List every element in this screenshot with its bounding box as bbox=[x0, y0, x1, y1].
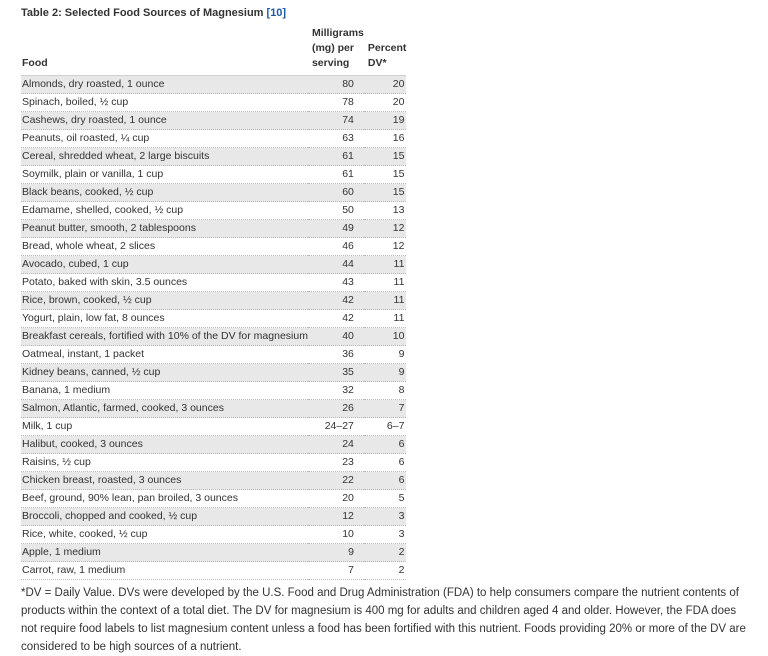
table-row bbox=[21, 490, 406, 508]
dv-cell: 10 bbox=[364, 328, 407, 346]
mg-cell: 61 bbox=[308, 166, 364, 184]
table-row bbox=[21, 310, 406, 328]
food-cell: Almonds, dry roasted, 1 ounce bbox=[21, 76, 308, 94]
table-row bbox=[21, 202, 406, 220]
food-cell: Carrot, raw, 1 medium bbox=[21, 562, 308, 580]
reference-link[interactable]: [10] bbox=[266, 7, 287, 19]
table-row bbox=[21, 238, 406, 256]
dv-cell: 9 bbox=[364, 364, 407, 382]
food-cell: Salmon, Atlantic, farmed, cooked, 3 ounces bbox=[21, 400, 308, 418]
dv-cell: 11 bbox=[364, 256, 407, 274]
header-dv-line2: DV* bbox=[367, 57, 387, 69]
mg-cell: 35 bbox=[308, 364, 364, 382]
table-row bbox=[21, 526, 406, 544]
dv-cell: 11 bbox=[364, 310, 407, 328]
table-row bbox=[21, 472, 406, 490]
table-caption bbox=[21, 6, 768, 20]
table-row bbox=[21, 130, 406, 148]
mg-cell: 20 bbox=[308, 490, 364, 508]
mg-cell: 74 bbox=[308, 112, 364, 130]
food-cell: Oatmeal, instant, 1 packet bbox=[21, 346, 308, 364]
food-cell: Black beans, cooked, ½ cup bbox=[21, 184, 308, 202]
food-cell: Beef, ground, 90% lean, pan broiled, 3 ounces bbox=[21, 490, 308, 508]
header-mg-line1: Milligrams bbox=[311, 27, 364, 39]
header-mg-line2: (mg) per bbox=[311, 42, 354, 54]
dv-cell: 5 bbox=[364, 490, 407, 508]
dv-cell: 7 bbox=[364, 400, 407, 418]
table-row bbox=[21, 274, 406, 292]
mg-cell: 46 bbox=[308, 238, 364, 256]
mg-cell: 32 bbox=[308, 382, 364, 400]
dv-cell: 2 bbox=[364, 544, 407, 562]
dv-cell: 2 bbox=[364, 562, 407, 580]
header-food: Food bbox=[21, 26, 308, 76]
food-cell: Raisins, ½ cup bbox=[21, 454, 308, 472]
mg-cell: 24–27 bbox=[308, 418, 364, 436]
food-cell: Peanut butter, smooth, 2 tablespoons bbox=[21, 220, 308, 238]
dv-cell: 6 bbox=[364, 472, 407, 490]
dv-cell: 20 bbox=[364, 94, 407, 112]
mg-cell: 42 bbox=[308, 292, 364, 310]
food-cell: Spinach, boiled, ½ cup bbox=[21, 94, 308, 112]
dv-cell: 20 bbox=[364, 76, 407, 94]
food-cell: Rice, brown, cooked, ½ cup bbox=[21, 292, 308, 310]
food-cell: Bread, whole wheat, 2 slices bbox=[21, 238, 308, 256]
dv-cell: 6 bbox=[364, 436, 407, 454]
food-cell: Milk, 1 cup bbox=[21, 418, 308, 436]
food-cell: Breakfast cereals, fortified with 10% of the DV for magnesium bbox=[21, 328, 308, 346]
mg-cell: 26 bbox=[308, 400, 364, 418]
mg-cell: 7 bbox=[308, 562, 364, 580]
food-cell: Yogurt, plain, low fat, 8 ounces bbox=[21, 310, 308, 328]
table-row bbox=[21, 220, 406, 238]
caption-text: Table 2: Selected Food Sources of Magnesium bbox=[21, 7, 264, 19]
dv-cell: 6–7 bbox=[364, 418, 407, 436]
header-percent-dv bbox=[364, 26, 407, 76]
table-row bbox=[21, 562, 406, 580]
dv-cell: 6 bbox=[364, 454, 407, 472]
mg-cell: 63 bbox=[308, 130, 364, 148]
mg-cell: 12 bbox=[308, 508, 364, 526]
food-cell: Soymilk, plain or vanilla, 1 cup bbox=[21, 166, 308, 184]
table-row bbox=[21, 292, 406, 310]
food-cell: Broccoli, chopped and cooked, ½ cup bbox=[21, 508, 308, 526]
dv-cell: 13 bbox=[364, 202, 407, 220]
dv-cell: 15 bbox=[364, 148, 407, 166]
header-dv-line1: Percent bbox=[367, 42, 407, 54]
table-row bbox=[21, 184, 406, 202]
table-row bbox=[21, 418, 406, 436]
food-cell: Cereal, shredded wheat, 2 large biscuits bbox=[21, 148, 308, 166]
mg-cell: 49 bbox=[308, 220, 364, 238]
mg-cell: 22 bbox=[308, 472, 364, 490]
dv-cell: 19 bbox=[364, 112, 407, 130]
mg-cell: 10 bbox=[308, 526, 364, 544]
mg-cell: 40 bbox=[308, 328, 364, 346]
mg-cell: 23 bbox=[308, 454, 364, 472]
dv-cell: 15 bbox=[364, 166, 407, 184]
food-cell: Peanuts, oil roasted, ¼ cup bbox=[21, 130, 308, 148]
table-row bbox=[21, 76, 406, 94]
mg-cell: 78 bbox=[308, 94, 364, 112]
magnesium-table bbox=[21, 26, 406, 580]
mg-cell: 80 bbox=[308, 76, 364, 94]
table-header bbox=[21, 26, 406, 76]
mg-cell: 50 bbox=[308, 202, 364, 220]
mg-cell: 60 bbox=[308, 184, 364, 202]
header-mg-line3: serving bbox=[311, 57, 350, 69]
footnote: *DV = Daily Value. DVs were developed by the U.S. Food and Drug Administration (FDA) to help consumers compare the nutrient contents of products within the context of a total diet. The DV for magnesium is 400 mg for adults and children aged 4 and older. However, the FDA does not require food labels to list magnesium content unless a food has been fortified with this nutrient. Foods providing 20% or more of the DV are considered to be high sources of a nutrient. bbox=[21, 587, 746, 653]
dv-cell: 12 bbox=[364, 220, 407, 238]
table-row bbox=[21, 364, 406, 382]
dv-cell: 8 bbox=[364, 382, 407, 400]
table-row bbox=[21, 328, 406, 346]
table-row bbox=[21, 346, 406, 364]
food-cell: Banana, 1 medium bbox=[21, 382, 308, 400]
table-row bbox=[21, 454, 406, 472]
table-row bbox=[21, 148, 406, 166]
dv-cell: 9 bbox=[364, 346, 407, 364]
mg-cell: 44 bbox=[308, 256, 364, 274]
mg-cell: 24 bbox=[308, 436, 364, 454]
dv-cell: 3 bbox=[364, 508, 407, 526]
food-cell: Edamame, shelled, cooked, ½ cup bbox=[21, 202, 308, 220]
dv-cell: 12 bbox=[364, 238, 407, 256]
dv-cell: 16 bbox=[364, 130, 407, 148]
dv-cell: 3 bbox=[364, 526, 407, 544]
dv-cell: 11 bbox=[364, 274, 407, 292]
table-row bbox=[21, 400, 406, 418]
table-body bbox=[21, 76, 406, 580]
food-cell: Halibut, cooked, 3 ounces bbox=[21, 436, 308, 454]
table-row bbox=[21, 256, 406, 274]
table-row bbox=[21, 544, 406, 562]
food-cell: Potato, baked with skin, 3.5 ounces bbox=[21, 274, 308, 292]
food-cell: Chicken breast, roasted, 3 ounces bbox=[21, 472, 308, 490]
table-row bbox=[21, 112, 406, 130]
dv-cell: 11 bbox=[364, 292, 407, 310]
table-row bbox=[21, 382, 406, 400]
table-row bbox=[21, 508, 406, 526]
food-cell: Apple, 1 medium bbox=[21, 544, 308, 562]
dv-cell: 15 bbox=[364, 184, 407, 202]
food-cell: Cashews, dry roasted, 1 ounce bbox=[21, 112, 308, 130]
mg-cell: 61 bbox=[308, 148, 364, 166]
table-row bbox=[21, 166, 406, 184]
mg-cell: 43 bbox=[308, 274, 364, 292]
header-milligrams bbox=[308, 26, 364, 76]
mg-cell: 9 bbox=[308, 544, 364, 562]
food-cell: Kidney beans, canned, ½ cup bbox=[21, 364, 308, 382]
mg-cell: 36 bbox=[308, 346, 364, 364]
food-cell: Rice, white, cooked, ½ cup bbox=[21, 526, 308, 544]
table-row bbox=[21, 94, 406, 112]
table-row bbox=[21, 436, 406, 454]
food-cell: Avocado, cubed, 1 cup bbox=[21, 256, 308, 274]
mg-cell: 42 bbox=[308, 310, 364, 328]
